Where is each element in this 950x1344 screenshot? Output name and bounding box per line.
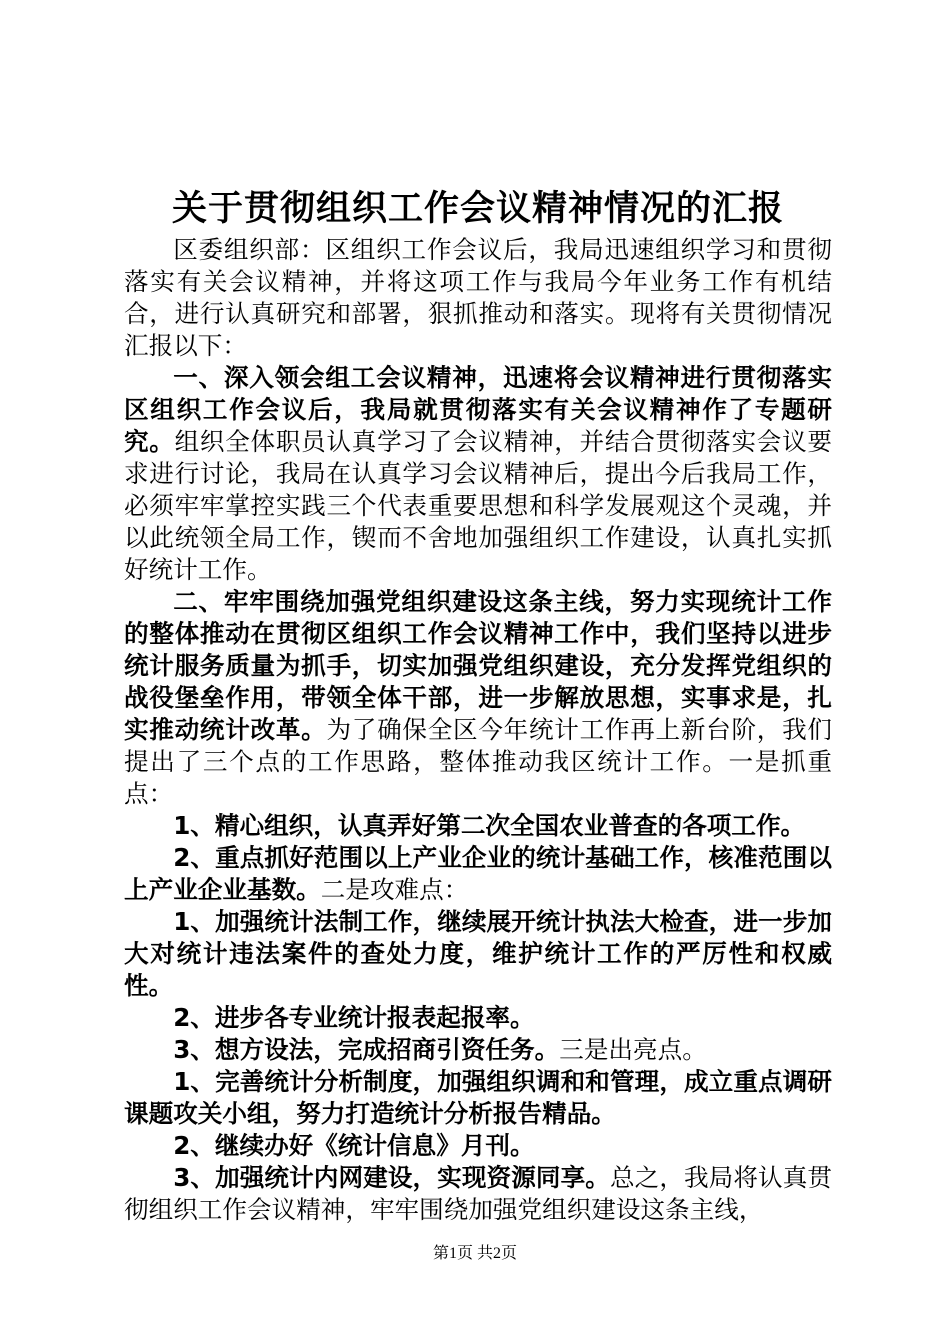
text-run: 三是出亮点。 bbox=[559, 1035, 707, 1064]
bold-run: 1、精心组织，认真弄好第二次全国农业普查的各项工作。 bbox=[173, 811, 806, 840]
bold-run: 2、进步各专业统计报表起报率。 bbox=[173, 1003, 535, 1032]
body-paragraph bbox=[124, 906, 832, 1002]
page-footer: 第1页 共2页 bbox=[432, 1245, 517, 1262]
bold-run: 1、加强统计法制工作，继续展开统计执法大检查，进一步加大对统计违法案件的查处力度，维护统计工作的严厉性和权威性。 bbox=[124, 907, 832, 1000]
body-paragraph bbox=[124, 810, 832, 842]
text-run: 为了确保全区今年统计工作再上新台阶，我们提出了三个点的工作思路，整体推动我区统计工作。一是抓重点： bbox=[124, 715, 832, 808]
bold-run: 2、重点抓好范围以上产业企业的统计基础工作，核准范围以上产业企业基数。 bbox=[124, 843, 832, 904]
body-paragraph bbox=[124, 1034, 832, 1066]
body-paragraph bbox=[124, 362, 832, 586]
body-paragraph bbox=[124, 234, 832, 362]
document-body bbox=[124, 234, 832, 1226]
bold-run: 一、深入领会组工会议精神，迅速将会议精神进行贯彻落实区组织工作会议后，我局就贯彻落实有关会议精神作了专题研究。 bbox=[124, 363, 832, 456]
text-run: 组织全体职员认真学习了会议精神，并结合贯彻落实会议要求进行讨论，我局在认真学习会议精神后，提出今后我局工作，必须牢牢掌控实践三个代表重要思想和科学发展观这个灵魂，并以此统领全局工作，锲而不舍地加强组织工作建设，认真扎实抓好统计工作。 bbox=[124, 427, 832, 584]
text-run: 区委组织部：区组织工作会议后，我局迅速组织学习和贯彻落实有关会议精神，并将这项工作与我局今年业务工作有机结合，进行认真研究和部署，狠抓推动和落实。现将有关贯彻情况汇报以下： bbox=[124, 235, 832, 360]
bold-run: 3、想方设法，完成招商引资任务。 bbox=[173, 1035, 560, 1064]
body-paragraph bbox=[124, 1002, 832, 1034]
bold-run: 1、完善统计分析制度，加强组织调和和管理，成立重点调研课题攻关小组，努力打造统计分析报告精品。 bbox=[124, 1067, 832, 1128]
bold-run: 二、牢牢围绕加强党组织建设这条主线，努力实现统计工作的整体推动在贯彻区组织工作会议精神工作中，我们坚持以进步统计服务质量为抓手，切实加强党组织建设，充分发挥党组织的战役堡垒作用，带领全体干部，进一步解放思想，实事求是，扎实推动统计改革。 bbox=[124, 587, 832, 744]
text-run: 总之，我局将认真贯彻组织工作会议精神，牢牢围绕加强党组织建设这条主线， bbox=[124, 1163, 832, 1224]
body-paragraph bbox=[124, 586, 832, 810]
body-paragraph bbox=[124, 1162, 832, 1226]
body-paragraph bbox=[124, 1066, 832, 1130]
body-paragraph bbox=[124, 842, 832, 906]
document-page bbox=[124, 184, 832, 1226]
body-paragraph bbox=[124, 1130, 832, 1162]
bold-run: 3、加强统计内网建设，实现资源同享。 bbox=[173, 1163, 610, 1192]
bold-run: 2、继续办好《统计信息》月刊。 bbox=[173, 1131, 535, 1160]
text-run: 二是攻难点： bbox=[320, 875, 469, 904]
document-title: 关于贯彻组织工作会议精神情况的汇报 bbox=[171, 188, 784, 229]
